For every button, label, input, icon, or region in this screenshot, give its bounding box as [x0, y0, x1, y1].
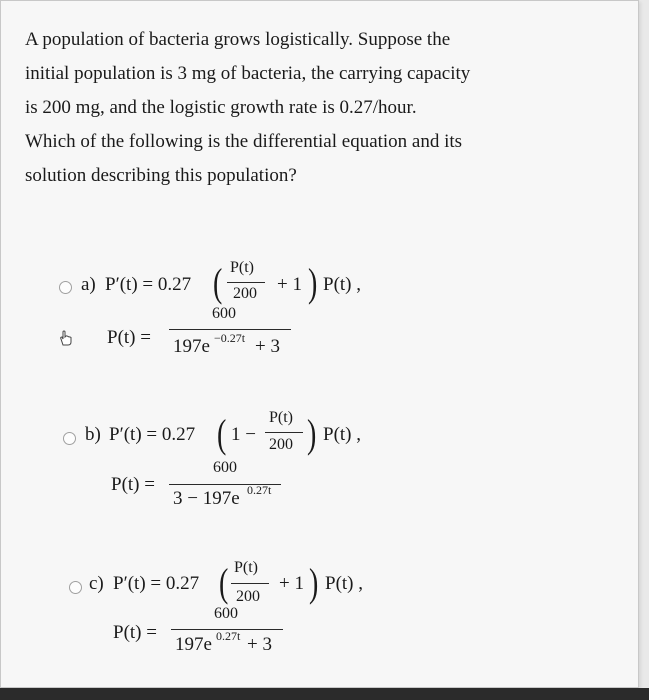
option-a-sol-den-base: 197e: [173, 336, 210, 357]
option-c-sol-lhs: P(t) =: [113, 622, 157, 643]
option-b-frac-num: P(t): [269, 409, 293, 426]
option-c-radio[interactable]: [69, 581, 82, 594]
option-a-radio[interactable]: [59, 281, 72, 294]
close-paren: ): [306, 411, 317, 456]
option-c-frac-den: 200: [236, 588, 260, 605]
option-c-de-lhs: P′(t) = 0.27: [113, 573, 200, 594]
option-b-pre: 1 −: [231, 424, 256, 445]
option-b-radio[interactable]: [63, 432, 76, 445]
option-c-sol-den-exp: 0.27t: [216, 629, 241, 643]
option-c-sol-den-tail: + 3: [247, 634, 272, 655]
option-a-sol-lhs: P(t) =: [107, 327, 151, 348]
option-b-sol-lhs: P(t) =: [111, 474, 155, 495]
option-b-de-tail: P(t) ,: [323, 424, 361, 445]
question-line: A population of bacteria grows logistically. Suppose the: [25, 29, 451, 50]
option-c-sol-num: 600: [214, 605, 238, 622]
option-a-de-tail: P(t) ,: [323, 274, 361, 295]
question-line: solution describing this population?: [25, 165, 297, 186]
option-a-sol-den-exp: −0.27t: [214, 331, 246, 345]
fraction-bar: [231, 583, 269, 584]
open-paren: (: [216, 411, 227, 456]
pointer-hand-icon: [59, 330, 73, 346]
option-a-label: a): [81, 274, 96, 295]
question-line: initial population is 3 mg of bacteria, the carrying capacity: [25, 63, 471, 84]
option-b-frac-den: 200: [269, 436, 293, 453]
option-b-sol-den-base: 3 − 197e: [173, 488, 240, 509]
fraction-bar: [169, 329, 291, 330]
question-text: [25, 23, 585, 193]
question-line: is 200 mg, and the logistic growth rate is 0.27/hour.: [25, 97, 417, 118]
option-b-sol-num: 600: [213, 459, 237, 476]
fraction-bar: [265, 432, 303, 433]
option-c-de-tail: P(t) ,: [325, 573, 363, 594]
option-c-sol-den-base: 197e: [175, 634, 212, 655]
option-b-label: b): [85, 424, 101, 445]
option-a-frac-num: P(t): [230, 259, 254, 276]
option-a-de-lhs: P′(t) = 0.27: [105, 274, 192, 295]
option-c-sign: + 1: [279, 573, 304, 594]
option-a-sol-num: 600: [212, 305, 236, 322]
option-c-label: c): [89, 573, 104, 594]
option-b-de-lhs: P′(t) = 0.27: [109, 424, 196, 445]
close-paren: ): [307, 260, 318, 305]
option-b-sol-den-exp: 0.27t: [247, 483, 272, 497]
option-a-sign: + 1: [277, 274, 302, 295]
option-a-frac-den: 200: [233, 285, 257, 302]
close-paren: ): [308, 560, 319, 605]
open-paren: (: [212, 260, 223, 305]
question-line: Which of the following is the differential equation and its: [25, 131, 463, 152]
open-paren: (: [218, 560, 229, 605]
option-a-sol-den-tail: + 3: [255, 336, 280, 357]
fraction-bar: [227, 282, 265, 283]
option-c-frac-num: P(t): [234, 559, 258, 576]
bottom-edge: [0, 688, 649, 700]
